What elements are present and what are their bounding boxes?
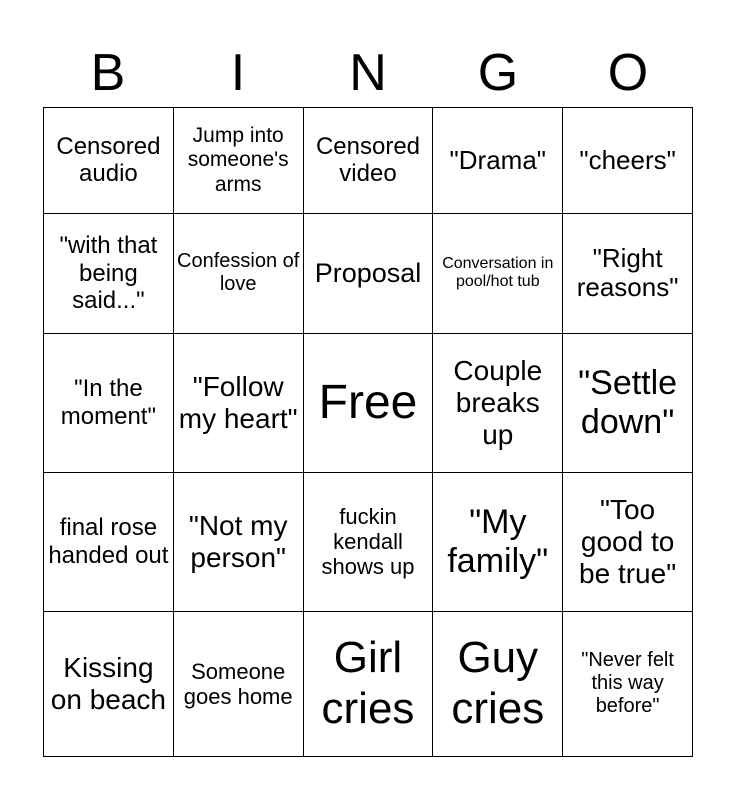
bingo-cell[interactable]: "Follow my heart" <box>173 333 303 472</box>
bingo-cell[interactable]: Couple breaks up <box>433 333 563 472</box>
bingo-cell[interactable]: Girl cries <box>303 611 433 756</box>
bingo-cell[interactable]: Guy cries <box>433 611 563 756</box>
board-row <box>44 333 693 472</box>
header-letter-b: B <box>90 44 126 102</box>
bingo-cell[interactable]: Kissing on beach <box>44 611 174 756</box>
free-space[interactable]: Free <box>303 333 433 472</box>
bingo-cell[interactable]: "Drama" <box>433 108 563 214</box>
bingo-cell[interactable]: "In the moment" <box>44 333 174 472</box>
bingo-cell[interactable]: Proposal <box>303 213 433 333</box>
bingo-cell[interactable]: "with that being said..." <box>44 213 174 333</box>
header-letter-i: I <box>230 44 246 102</box>
bingo-cell[interactable]: Confession of love <box>173 213 303 333</box>
bingo-cell[interactable]: "Never felt this way before" <box>563 611 693 756</box>
bingo-cell[interactable]: "Not my person" <box>173 472 303 611</box>
bingo-cell[interactable]: Conversation in pool/hot tub <box>433 213 563 333</box>
bingo-cell[interactable]: "My family" <box>433 472 563 611</box>
header-letter-o: O <box>607 44 649 102</box>
bingo-cell[interactable]: "Settle down" <box>563 333 693 472</box>
board-row <box>44 472 693 611</box>
bingo-cell[interactable]: "cheers" <box>563 108 693 214</box>
board-row <box>44 108 693 214</box>
board-row <box>44 213 693 333</box>
bingo-header <box>43 38 693 108</box>
bingo-cell[interactable]: Censored video <box>303 108 433 214</box>
bingo-cell[interactable]: Someone goes home <box>173 611 303 756</box>
bingo-cell[interactable]: final rose handed out <box>44 472 174 611</box>
bingo-board <box>43 107 693 757</box>
bingo-cell[interactable]: fuckin kendall shows up <box>303 472 433 611</box>
board-row <box>44 611 693 756</box>
header-letter-g: G <box>477 44 519 102</box>
bingo-cell[interactable]: Jump into someone's arms <box>173 108 303 214</box>
bingo-cell[interactable]: "Too good to be true" <box>563 472 693 611</box>
bingo-cell[interactable]: "Right reasons" <box>563 213 693 333</box>
bingo-cell[interactable]: Censored audio <box>44 108 174 214</box>
header-letter-n: N <box>349 44 387 102</box>
